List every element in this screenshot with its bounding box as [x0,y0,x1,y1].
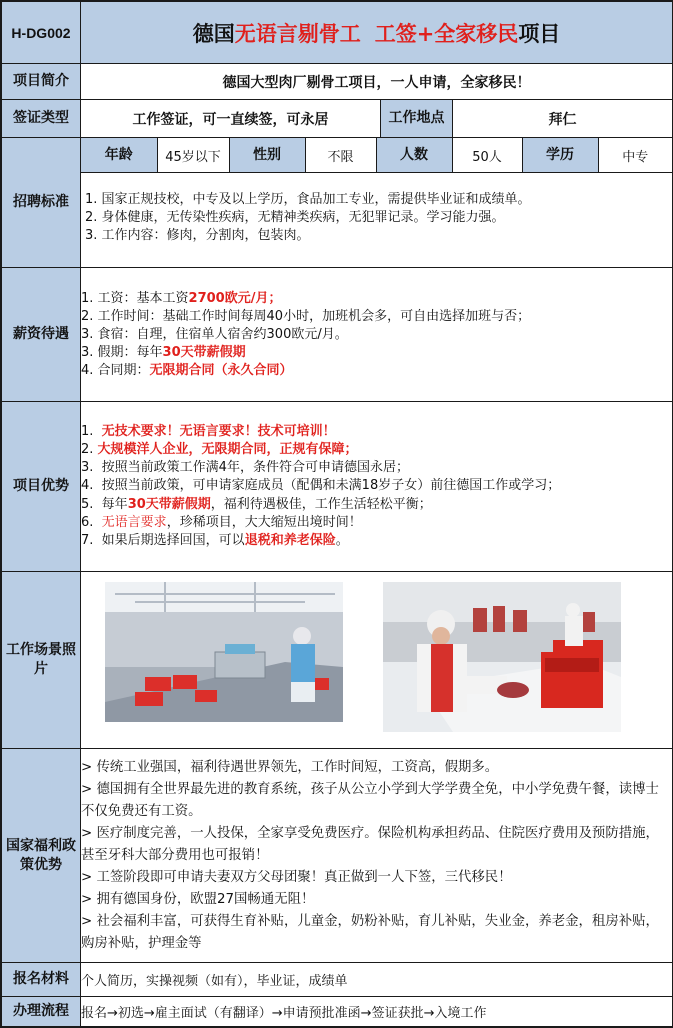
contract-highlight: 无限期合同（永久合同） [149,362,293,378]
advantage-7-post: 。 [335,533,349,548]
list-item: > 医疗制度完善，一人投保，全家享受免费医疗。保险机构承担药品、住院医疗费用及预防措施，甚至牙科大部分费用也可报销！ [81,825,659,863]
list-item: 1. 国家正规技校，中专及以上学历，食品加工专业，需提供毕业证和成绩单。 [85,192,531,207]
count-value: 50人 [452,138,522,173]
advantage-6-highlight: 无语言要求 [101,514,167,530]
project-table [1,1,673,1027]
advantage-5-highlight: 30天带薪假期 [127,496,211,512]
recruit-cell [81,138,673,268]
recruit-list [81,173,672,248]
meat-processing-photo [383,582,621,732]
process-text: 报名→初选→雇主面试（有翻译）→申请预批准函→签证获批→入境工作 [81,997,673,1027]
salary-list [81,268,673,402]
advantages-label: 项目优势 [2,402,81,572]
list-item: 3. 工作内容：修肉，分割肉，包装肉。 [85,228,310,243]
holiday-text: 3. 假期：每年 [81,344,163,360]
policy-list [81,749,673,963]
location-label: 工作地点 [381,100,453,138]
visa-text: 工作签证，可一直续签，可永居 [81,100,381,138]
title-part-1: 德国 [192,20,235,46]
advantage-7-pre: 如果后期选择回国，可以 [101,533,245,548]
advantage-4: 按照当前政策，可申请家庭成员（配偶和未满18岁子女）前往德国工作或学习； [101,478,561,494]
materials-text: 个人简历，实操视频（如有），毕业证，成绩单 [81,963,673,997]
list-item: > 拥有德国身份，欧盟27国畅通无阻！ [81,891,315,907]
advantage-5-post: ，福利待遇极佳，工作生活轻松平衡； [210,496,432,512]
intro-label: 项目简介 [2,64,81,100]
photos-label: 工作场景照片 [2,572,81,749]
advantage-5-pre: 每年 [101,496,128,512]
salary-label: 薪资待遇 [2,268,81,402]
visa-label: 签证类型 [2,100,81,138]
page-title [81,2,673,64]
edu-label: 学历 [522,138,598,173]
title-part-4: 项目 [518,20,561,46]
salary-amount: 2700欧元/月； [188,290,282,306]
materials-label: 报名材料 [2,963,81,997]
title-part-2: 无语言剔骨工 [234,20,361,46]
policy-label: 国家福利政策优势 [2,749,81,963]
list-item: 2. 大规模洋人企业，无限期合同，正规有保障； [81,441,358,457]
count-label: 人数 [376,138,452,173]
list-item: 6. 无语言要求，珍稀项目，大大缩短出境时间！ [81,514,362,530]
list-item: 5. 每年30天带薪假期，福利待遇极佳，工作生活轻松平衡； [81,496,432,512]
photos-cell [81,572,673,749]
list-item: 3. 按照当前政策工作满4年，条件符合可申请德国永居； [81,460,409,476]
gender-label: 性别 [229,138,305,173]
intro-text: 德国大型肉厂剔骨工项目，一人申请，全家移民！ [81,64,673,100]
list-item: 2. 工作时间：基础工作时间每周40小时，加班机会多，可自由选择加班与否； [81,308,531,324]
recruit-label: 招聘标准 [2,138,81,268]
advantages-list [81,402,673,572]
salary-base-text: 1. 工资：基本工资 [81,290,189,306]
advantage-1: 无技术要求！无语言要求！技术可培训！ [101,423,336,439]
list-item [81,290,672,308]
list-item: > 工签阶段即可申请夫妻双方父母团聚！真正做到一人下签，三代移民！ [81,869,512,885]
gender-value: 不限 [305,138,376,173]
advantage-6-post: ，珍稀项目，大大缩短出境时间！ [166,514,362,530]
age-value: 45岁以下 [157,138,229,173]
recruit-attributes [81,138,672,173]
title-part-3: 工签+全家移民 [374,20,519,46]
list-item: > 德国拥有全世界最先进的教育系统，孩子从公立小学到大学学费全免，中小学免费午餐，读博士不仅免费还有工资。 [81,781,659,819]
advantage-7-highlight: 退税和养老保险 [244,533,336,548]
holiday-highlight: 30天带薪假期 [162,344,246,360]
list-item: 7. 如果后期选择回国，可以退税和养老保险。 [81,533,349,548]
location-value: 拜仁 [453,100,673,138]
edu-value: 中专 [598,138,672,173]
project-code: H-DG002 [2,2,81,64]
contract-text: 4. 合同期： [81,362,150,378]
list-item: 4. 按照当前政策，可申请家庭成员（配偶和未满18岁子女）前往德国工作或学习； [81,478,561,494]
list-item: 3. 食宿：自理，住宿单人宿舍约300欧元/月。 [81,326,348,342]
factory-line-photo [105,582,343,722]
list-item [81,344,672,362]
list-item: 2. 身体健康，无传染性疾病，无精神类疾病，无犯罪记录。学习能力强。 [85,210,505,225]
list-item: 1. 无技术要求！无语言要求！技术可培训！ [81,423,336,439]
age-label: 年龄 [81,138,157,173]
advantage-3: 按照当前政策工作满4年，条件符合可申请德国永居； [101,460,409,476]
process-label: 办理流程 [2,997,81,1027]
list-item [81,362,672,380]
advantage-2: 大规模洋人企业，无限期合同，正规有保障； [97,441,358,457]
list-item: > 传统工业强国，福利待遇世界领先，工作时间短，工资高，假期多。 [81,759,499,775]
list-item: > 社会福利丰富，可获得生育补贴，儿童金，奶粉补贴，育儿补贴，失业金，养老金，租房补贴，购房补贴，护理金等 [81,913,659,951]
